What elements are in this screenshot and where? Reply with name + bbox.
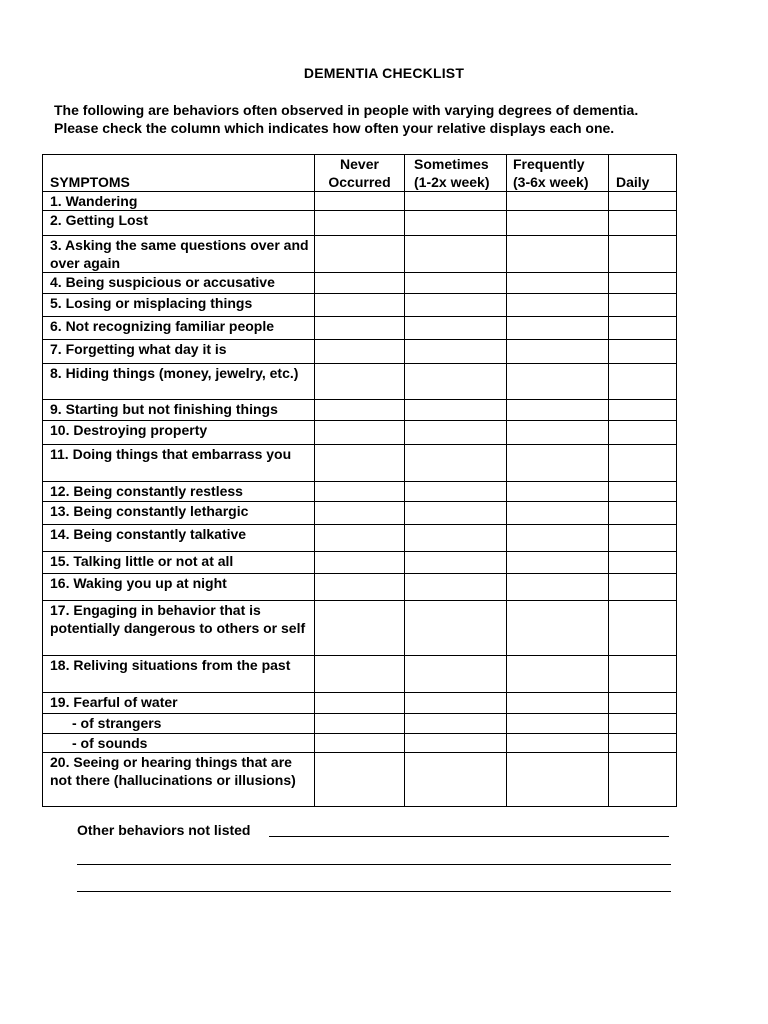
daily-checkbox[interactable] (609, 236, 677, 273)
symptom-label: 20. Seeing or hearing things that are not there (hallucinations or illusions) (43, 753, 315, 807)
table-row (43, 656, 677, 693)
sometimes-checkbox[interactable] (405, 211, 507, 236)
sometimes-checkbox[interactable] (405, 192, 507, 211)
symptoms-checklist-table (42, 154, 677, 807)
symptom-label: 5. Losing or misplacing things (43, 294, 315, 317)
never-occurred-checkbox[interactable] (315, 601, 405, 656)
symptom-label: 3. Asking the same questions over and over again (43, 236, 315, 273)
daily-checkbox[interactable] (609, 525, 677, 552)
never-occurred-checkbox[interactable] (315, 340, 405, 364)
table-row (43, 421, 677, 445)
symptoms-header: SYMPTOMS (43, 155, 315, 192)
never-occurred-checkbox[interactable] (315, 421, 405, 445)
table-row (43, 552, 677, 574)
table-row (43, 236, 677, 273)
never-occurred-header-line-2: Occurred (328, 174, 391, 190)
table-row (43, 340, 677, 364)
never-occurred-checkbox[interactable] (315, 273, 405, 294)
symptom-label: - of sounds (43, 734, 315, 753)
symptom-label: 6. Not recognizing familiar people (43, 317, 315, 340)
never-occurred-checkbox[interactable] (315, 211, 405, 236)
daily-checkbox[interactable] (609, 211, 677, 236)
daily-checkbox[interactable] (609, 482, 677, 502)
sometimes-checkbox[interactable] (405, 656, 507, 693)
frequently-checkbox[interactable] (507, 445, 609, 482)
daily-checkbox[interactable] (609, 294, 677, 317)
never-occurred-checkbox[interactable] (315, 400, 405, 421)
frequently-checkbox[interactable] (507, 236, 609, 273)
frequently-header-line-2: (3-6x week) (513, 174, 589, 190)
symptom-label: 7. Forgetting what day it is (43, 340, 315, 364)
page-title: DEMENTIA CHECKLIST (303, 65, 465, 81)
symptom-label: 8. Hiding things (money, jewelry, etc.) (43, 364, 315, 400)
header-row (43, 155, 677, 192)
sometimes-checkbox[interactable] (405, 482, 507, 502)
daily-header: Daily (609, 155, 677, 192)
frequently-checkbox[interactable] (507, 273, 609, 294)
sometimes-checkbox[interactable] (405, 693, 507, 714)
table-row (43, 192, 677, 211)
frequently-checkbox[interactable] (507, 734, 609, 753)
table-row (43, 211, 677, 236)
other-behaviors-field-line-2[interactable] (77, 864, 671, 865)
frequently-header (507, 155, 609, 192)
symptom-label: 18. Reliving situations from the past (43, 656, 315, 693)
never-occurred-header (315, 155, 405, 192)
table-row (43, 364, 677, 400)
daily-checkbox[interactable] (609, 734, 677, 753)
frequently-checkbox[interactable] (507, 192, 609, 211)
symptom-label: 4. Being suspicious or accusative (43, 273, 315, 294)
sometimes-checkbox[interactable] (405, 236, 507, 273)
frequently-checkbox[interactable] (507, 211, 609, 236)
frequently-checkbox[interactable] (507, 317, 609, 340)
sometimes-checkbox[interactable] (405, 734, 507, 753)
daily-checkbox[interactable] (609, 656, 677, 693)
sometimes-checkbox[interactable] (405, 753, 507, 807)
frequently-checkbox[interactable] (507, 400, 609, 421)
table-row (43, 502, 677, 525)
frequently-checkbox[interactable] (507, 294, 609, 317)
never-occurred-checkbox[interactable] (315, 317, 405, 340)
never-occurred-checkbox[interactable] (315, 445, 405, 482)
never-occurred-checkbox[interactable] (315, 693, 405, 714)
daily-checkbox[interactable] (609, 317, 677, 340)
symptom-label: 19. Fearful of water (43, 693, 315, 714)
sometimes-checkbox[interactable] (405, 364, 507, 400)
never-occurred-checkbox[interactable] (315, 192, 405, 211)
never-occurred-checkbox[interactable] (315, 294, 405, 317)
symptom-label: 17. Engaging in behavior that is potentially dangerous to others or self (43, 601, 315, 656)
daily-checkbox[interactable] (609, 273, 677, 294)
never-occurred-checkbox[interactable] (315, 482, 405, 502)
never-occurred-checkbox[interactable] (315, 714, 405, 734)
sometimes-checkbox[interactable] (405, 421, 507, 445)
frequently-checkbox[interactable] (507, 482, 609, 502)
never-occurred-checkbox[interactable] (315, 656, 405, 693)
sometimes-checkbox[interactable] (405, 552, 507, 574)
symptom-label: 16. Waking you up at night (43, 574, 315, 601)
daily-checkbox[interactable] (609, 364, 677, 400)
daily-checkbox[interactable] (609, 421, 677, 445)
daily-checkbox[interactable] (609, 753, 677, 807)
daily-checkbox[interactable] (609, 400, 677, 421)
frequently-checkbox[interactable] (507, 364, 609, 400)
table-row (43, 445, 677, 482)
frequently-checkbox[interactable] (507, 525, 609, 552)
symptom-label: 10. Destroying property (43, 421, 315, 445)
table-row (43, 400, 677, 421)
symptom-label: 2. Getting Lost (43, 211, 315, 236)
other-behaviors-field-line-1[interactable] (269, 836, 669, 837)
table-row (43, 753, 677, 807)
symptom-label: 15. Talking little or not at all (43, 552, 315, 574)
daily-checkbox[interactable] (609, 445, 677, 482)
daily-checkbox[interactable] (609, 693, 677, 714)
table-row (43, 525, 677, 552)
never-occurred-checkbox[interactable] (315, 502, 405, 525)
frequently-checkbox[interactable] (507, 421, 609, 445)
daily-checkbox[interactable] (609, 340, 677, 364)
sometimes-checkbox[interactable] (405, 400, 507, 421)
daily-checkbox[interactable] (609, 552, 677, 574)
frequently-checkbox[interactable] (507, 601, 609, 656)
frequently-checkbox[interactable] (507, 753, 609, 807)
never-occurred-checkbox[interactable] (315, 236, 405, 273)
daily-checkbox[interactable] (609, 601, 677, 656)
daily-checkbox[interactable] (609, 502, 677, 525)
never-occurred-checkbox[interactable] (315, 364, 405, 400)
symptom-label: 1. Wandering (43, 192, 315, 211)
symptom-label: 14. Being constantly talkative (43, 525, 315, 552)
frequently-checkbox[interactable] (507, 502, 609, 525)
never-occurred-checkbox[interactable] (315, 574, 405, 601)
table-row (43, 601, 677, 656)
frequently-checkbox[interactable] (507, 340, 609, 364)
frequently-checkbox[interactable] (507, 693, 609, 714)
sometimes-checkbox[interactable] (405, 601, 507, 656)
instructions-line-2: Please check the column which indicates how often your relative displays each one. (54, 120, 615, 136)
symptom-label: - of strangers (43, 714, 315, 734)
table-row (43, 714, 677, 734)
never-occurred-checkbox[interactable] (315, 753, 405, 807)
other-behaviors-label: Other behaviors not listed (77, 822, 251, 838)
frequently-checkbox[interactable] (507, 656, 609, 693)
sometimes-checkbox[interactable] (405, 294, 507, 317)
sometimes-checkbox[interactable] (405, 525, 507, 552)
daily-checkbox[interactable] (609, 714, 677, 734)
table-row (43, 273, 677, 294)
frequently-checkbox[interactable] (507, 714, 609, 734)
frequently-checkbox[interactable] (507, 574, 609, 601)
table-row (43, 693, 677, 714)
never-occurred-checkbox[interactable] (315, 552, 405, 574)
symptom-label: 13. Being constantly lethargic (43, 502, 315, 525)
sometimes-checkbox[interactable] (405, 714, 507, 734)
symptom-label: 12. Being constantly restless (43, 482, 315, 502)
other-behaviors-field-line-3[interactable] (77, 891, 671, 892)
instructions (54, 101, 734, 137)
sometimes-checkbox[interactable] (405, 317, 507, 340)
sometimes-checkbox[interactable] (405, 574, 507, 601)
sometimes-checkbox[interactable] (405, 445, 507, 482)
sometimes-header-line-2: (1-2x week) (414, 174, 490, 190)
never-occurred-checkbox[interactable] (315, 525, 405, 552)
table-row (43, 317, 677, 340)
sometimes-checkbox[interactable] (405, 502, 507, 525)
sometimes-header (405, 155, 507, 192)
frequently-header-line-1: Frequently (513, 156, 585, 172)
table-row (43, 294, 677, 317)
daily-checkbox[interactable] (609, 574, 677, 601)
instructions-line-1: The following are behaviors often observed in people with varying degrees of dementia. (54, 102, 639, 118)
table-row (43, 482, 677, 502)
symptom-label: 11. Doing things that embarrass you (43, 445, 315, 482)
table-row (43, 574, 677, 601)
frequently-checkbox[interactable] (507, 552, 609, 574)
never-occurred-checkbox[interactable] (315, 734, 405, 753)
sometimes-checkbox[interactable] (405, 273, 507, 294)
sometimes-header-line-1: Sometimes (414, 156, 489, 172)
sometimes-checkbox[interactable] (405, 340, 507, 364)
daily-checkbox[interactable] (609, 192, 677, 211)
never-occurred-header-line-1: Never (340, 156, 379, 172)
table-row (43, 734, 677, 753)
symptom-label: 9. Starting but not finishing things (43, 400, 315, 421)
